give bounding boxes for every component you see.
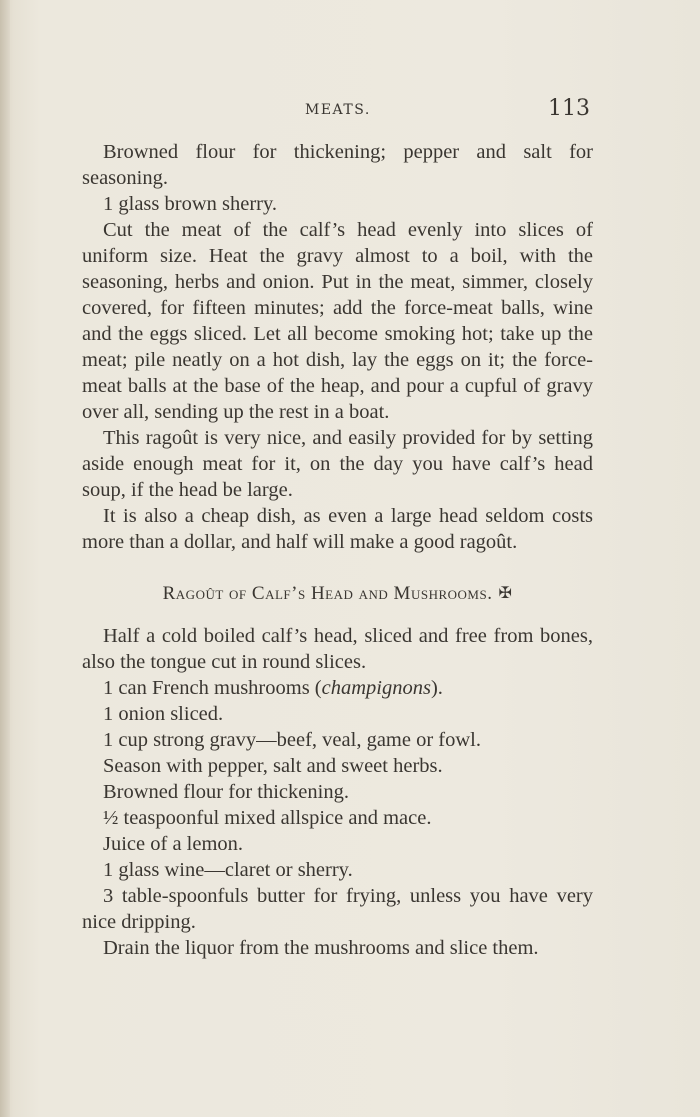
ingredient-line: ½ teaspoonful mixed allspice and mace.: [103, 807, 432, 829]
ingredient-line: Browned flour for thickening.: [103, 781, 349, 803]
ingredient-line: Juice of a lemon.: [103, 833, 244, 855]
ingredient-line: [82, 675, 593, 701]
ingredient-line: 1 cup strong gravy—beef, veal, game or fowl.: [103, 729, 481, 751]
paragraph: Browned flour for thickening; pepper and salt for seasoning.: [82, 141, 593, 189]
ingredient-line: Season with pepper, salt and sweet herbs.: [103, 755, 443, 777]
ingredient-line: Half a cold boiled calf’s head, sliced and free from bones, also the tongue cut in round slices.: [82, 625, 593, 673]
running-head: [84, 96, 592, 130]
page-number: 113: [548, 96, 590, 121]
instruction-line: Drain the liquor from the mushrooms and slice them.: [103, 937, 539, 959]
ingredient-text: 1 can French mushrooms (: [103, 677, 322, 699]
page-body: [82, 139, 593, 961]
ingredient-text: ).: [430, 677, 443, 699]
ingredient-line: 1 onion sliced.: [103, 703, 224, 725]
page-edge: [0, 0, 10, 1117]
paragraph: Cut the meat of the calf’s head evenly into slices of uniform size. Heat the gravy almost to a boil, with the seasoning, herbs and onion. Put in the meat, simmer, closely covered, for fifteen minutes; add the force-meat balls, wine and the eggs sliced. Let all become smoking hot; take up the meat; pile neatly on a hot dish, lay the eggs on it; the force-meat balls at the base of the heap, and pour a cupful of gravy over all, sending up the rest in a boat.: [82, 219, 593, 423]
ingredient-line: 3 table-spoonfuls butter for frying, unless you have very nice dripping.: [82, 885, 593, 933]
paragraph: 1 glass brown sherry.: [103, 193, 278, 215]
running-title: MEATS.: [305, 102, 371, 118]
recipe-heading: [82, 579, 593, 609]
recipe-title: Ragoût of Calf’s Head and Mushrooms.: [162, 583, 493, 604]
paragraph: This ragoût is very nice, and easily provided for by setting aside enough meat for it, on the day you have calf’s head soup, if the head be large.: [82, 427, 593, 501]
cross-ornament-icon: ✠: [498, 585, 513, 602]
ingredient-italic: champignons: [321, 677, 431, 699]
ingredient-line: 1 glass wine—claret or sherry.: [103, 859, 353, 881]
paragraph: It is also a cheap dish, as even a large head seldom costs more than a dollar, and half will make a good ragoût.: [82, 505, 593, 553]
